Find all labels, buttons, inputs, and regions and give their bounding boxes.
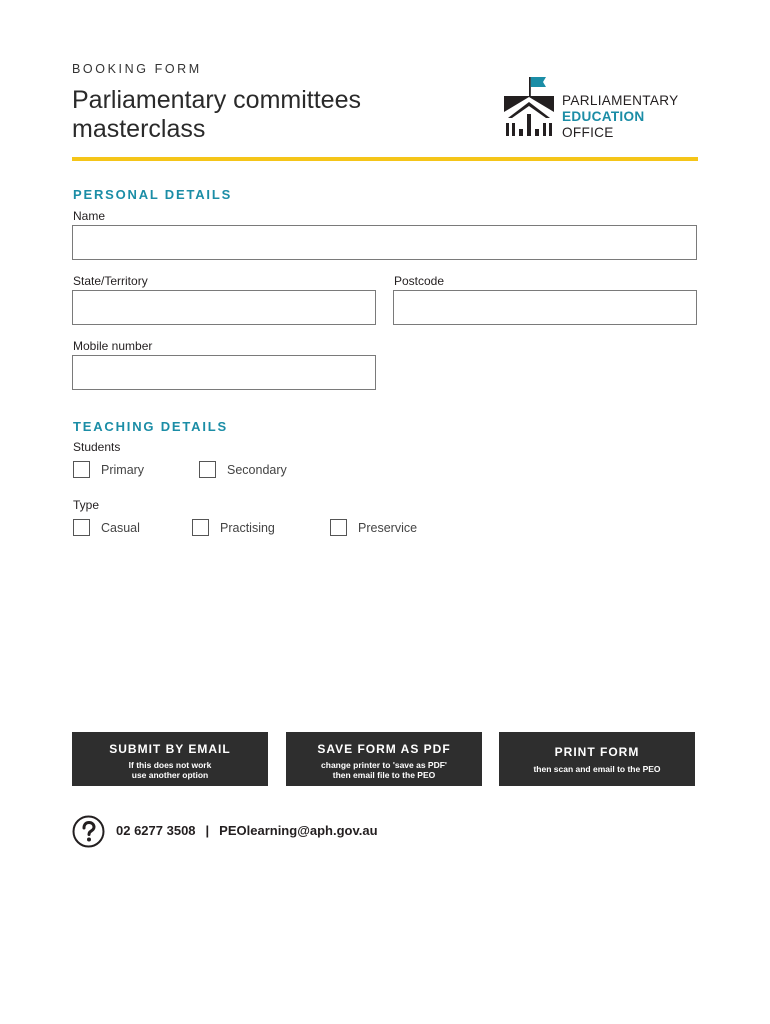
- practising-checkbox[interactable]: [192, 519, 209, 536]
- logo-wordmark: [562, 93, 678, 141]
- submit-by-email-subtext-1: If this does not work: [128, 760, 212, 770]
- logo-line-1: PARLIAMENTARY: [562, 93, 679, 108]
- name-label: Name: [73, 209, 106, 223]
- casual-checkbox-label: Casual: [101, 521, 140, 535]
- primary-checkbox[interactable]: [73, 461, 90, 478]
- postcode-field[interactable]: [393, 290, 697, 325]
- submit-by-email-button[interactable]: [72, 732, 268, 786]
- preservice-checkbox[interactable]: [330, 519, 347, 536]
- parliament-house-flag-icon: [502, 74, 556, 140]
- logo-line-3: OFFICE: [562, 125, 614, 140]
- mobile-number-label: Mobile number: [73, 339, 153, 353]
- save-form-as-pdf-button[interactable]: [286, 732, 482, 786]
- save-form-as-pdf-label: SAVE FORM AS PDF: [317, 742, 451, 756]
- contact-email[interactable]: PEOlearning@aph.gov.au: [219, 823, 378, 838]
- secondary-checkbox[interactable]: [199, 461, 216, 478]
- mobile-number-field[interactable]: [72, 355, 376, 390]
- state-territory-label: State/Territory: [73, 274, 148, 288]
- page-title: Parliamentary committees masterclass: [72, 86, 361, 143]
- contact-line: [116, 823, 378, 838]
- accent-divider: [72, 157, 698, 161]
- contact-separator: |: [205, 823, 210, 838]
- save-form-as-pdf-subtext-2: then email file to the PEO: [332, 770, 436, 780]
- postcode-label: Postcode: [394, 274, 445, 288]
- preservice-checkbox-label: Preservice: [358, 521, 418, 535]
- submit-by-email-label: SUBMIT BY EMAIL: [109, 742, 231, 756]
- contact-phone: 02 6277 3508: [116, 823, 196, 838]
- casual-checkbox[interactable]: [73, 519, 90, 536]
- save-form-as-pdf-subtext-1: change printer to 'save as PDF': [321, 760, 447, 770]
- personal-details-heading: PERSONAL DETAILS: [73, 187, 233, 202]
- secondary-checkbox-label: Secondary: [227, 463, 287, 477]
- question-mark-icon: [72, 815, 105, 848]
- logo-line-2: EDUCATION: [562, 109, 645, 124]
- print-form-subtext: then scan and email to the PEO: [533, 764, 661, 774]
- peo-logo: [502, 74, 702, 140]
- practising-checkbox-label: Practising: [220, 521, 275, 535]
- teaching-details-heading: TEACHING DETAILS: [73, 419, 228, 434]
- print-form-label: PRINT FORM: [554, 745, 640, 759]
- primary-checkbox-label: Primary: [101, 463, 145, 477]
- submit-by-email-subtext-2: use another option: [131, 770, 209, 780]
- state-territory-field[interactable]: [72, 290, 376, 325]
- print-form-button[interactable]: [499, 732, 695, 786]
- type-label: Type: [73, 498, 100, 512]
- students-label: Students: [73, 440, 121, 454]
- form-eyebrow: BOOKING FORM: [72, 62, 202, 76]
- name-field[interactable]: [72, 225, 697, 260]
